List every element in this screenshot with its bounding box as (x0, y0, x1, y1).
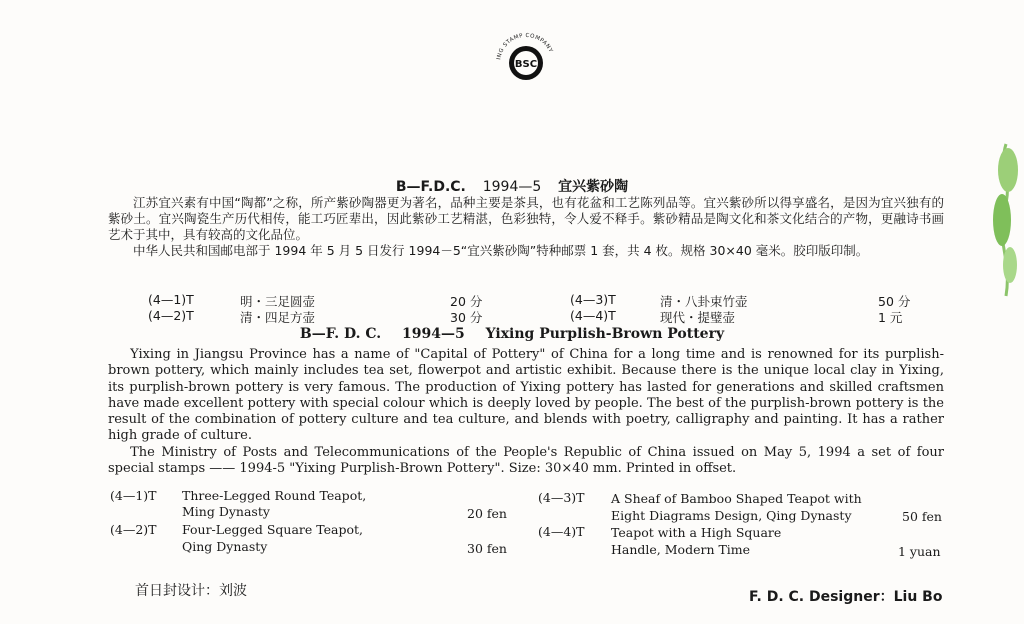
cn-paragraph-2: 中华人民共和国邮电部于 1994 年 5 月 5 日发行 1994－5“宜兴紫砂陶”特种邮票 1 套，共 4 枚。规格 30×40 毫米。胶印版印制。 (133, 243, 869, 258)
designer-credit-en: F. D. C. Designer：Liu Bo (749, 589, 943, 605)
cn-stamp-row (148, 292, 194, 307)
en-stamp-value: 50 fen (902, 509, 942, 524)
cn-stamp-value: 20 分 (450, 294, 483, 309)
cn-stamp-value: 1 元 (878, 310, 903, 325)
cn-description (108, 195, 944, 259)
en-stamp-code: (4—4)T (538, 524, 585, 539)
cn-stamp-name: 明・三足圆壶 (240, 294, 316, 309)
cn-stamp-code: (4—2)T (148, 308, 194, 323)
en-stamp-line2: Qing Dynasty (182, 539, 268, 554)
en-title-name: Yixing Purplish-Brown Pottery (485, 326, 725, 342)
en-stamp-line1: Teapot with a High Square (611, 525, 782, 540)
cn-stamp-name: 清・八卦束竹壶 (660, 294, 748, 309)
en-stamp-line1: Three-Legged Round Teapot, (182, 488, 367, 503)
designer-credit-cn: 首日封设计：刘波 (135, 583, 247, 599)
en-paragraph-2: The Ministry of Posts and Telecommunications of the People's Republic of China issued on May 5, 1994 a set of four special stamps —— 1994-5 "Yixing Purplish-Brown Pottery". Size: 30×40 mm. Printed in offset. (108, 444, 944, 477)
plant-decoration (984, 140, 1024, 300)
cn-title-number: 1994—5 (482, 179, 542, 195)
cn-stamp-name: 现代・提璧壶 (660, 310, 736, 325)
en-stamp-line1: Four-Legged Square Teapot, (182, 522, 363, 537)
logo-monogram: BSC (514, 59, 538, 70)
cn-paragraph-1: 江苏宜兴素有中国“陶都”之称，所产紫砂陶器更为著名，品种主要是茶具，也有花盆和工艺陈列品等。宜兴紫砂所以得享盛名，是因为宜兴独有的紫砂土。宜兴陶瓷生产历代相传，能工巧匠辈出，因此紫砂工艺精湛，色彩独特，令人爱不释手。紫砂精品是陶文化和茶文化结合的产物，更融诗书画艺术于其中，具有较高的文化品位。 (108, 195, 944, 242)
bsc-logo (493, 30, 559, 96)
cn-title (0, 176, 1024, 196)
en-title-number: 1994—5 (402, 326, 465, 342)
en-paragraph-1: Yixing in Jiangsu Province has a name of "Capital of Pottery" of China for a long time and is renowned for its purplish-brown pottery, which mainly includes tea set, flowerpot and artistic exhibit. Because there is the unique local clay in Yixing, its purplish-brown pottery is very famous. The production of Yixing pottery has lasted for generations and skilled craftsmen have made excellent pottery with special colour which is deeply loved by people. The best of the purplish-brown pottery is the result of the combination of pottery culture and tea culture, and blends with poetry, calligraphy and painting. It has a rather high grade of culture. (108, 347, 944, 444)
cn-stamp-value: 30 分 (450, 310, 483, 325)
en-stamp-code: (4—1)T (110, 488, 157, 503)
logo-ring-text: ING STAMP COMPANY (496, 32, 554, 61)
cn-title-name: 宜兴紫砂陶 (558, 179, 629, 195)
en-stamp-code: (4—3)T (538, 490, 585, 505)
en-stamp-line2: Handle, Modern Time (611, 542, 751, 557)
cn-stamp-code: (4—1)T (148, 292, 194, 307)
en-title (0, 326, 1024, 342)
en-description (108, 347, 944, 477)
en-stamp-value: 30 fen (467, 541, 507, 556)
en-stamp-value: 20 fen (467, 506, 507, 521)
cn-stamp-value: 50 分 (878, 294, 911, 309)
en-title-code: B—F. D. C. (299, 326, 382, 342)
cn-stamp-name: 清・四足方壶 (240, 310, 316, 325)
cn-stamp-code: (4—3)T (570, 292, 616, 307)
en-stamp-line1: A Sheaf of Bamboo Shaped Teapot with (611, 491, 862, 506)
en-stamp-value: 1 yuan (898, 544, 941, 559)
cn-title-code: B—F.D.C. (395, 179, 466, 195)
en-stamp-code: (4—2)T (110, 522, 157, 537)
en-stamp-line2: Eight Diagrams Design, Qing Dynasty (611, 508, 852, 523)
cn-stamp-code: (4—4)T (570, 308, 616, 323)
en-stamp-line2: Ming Dynasty (182, 504, 270, 519)
